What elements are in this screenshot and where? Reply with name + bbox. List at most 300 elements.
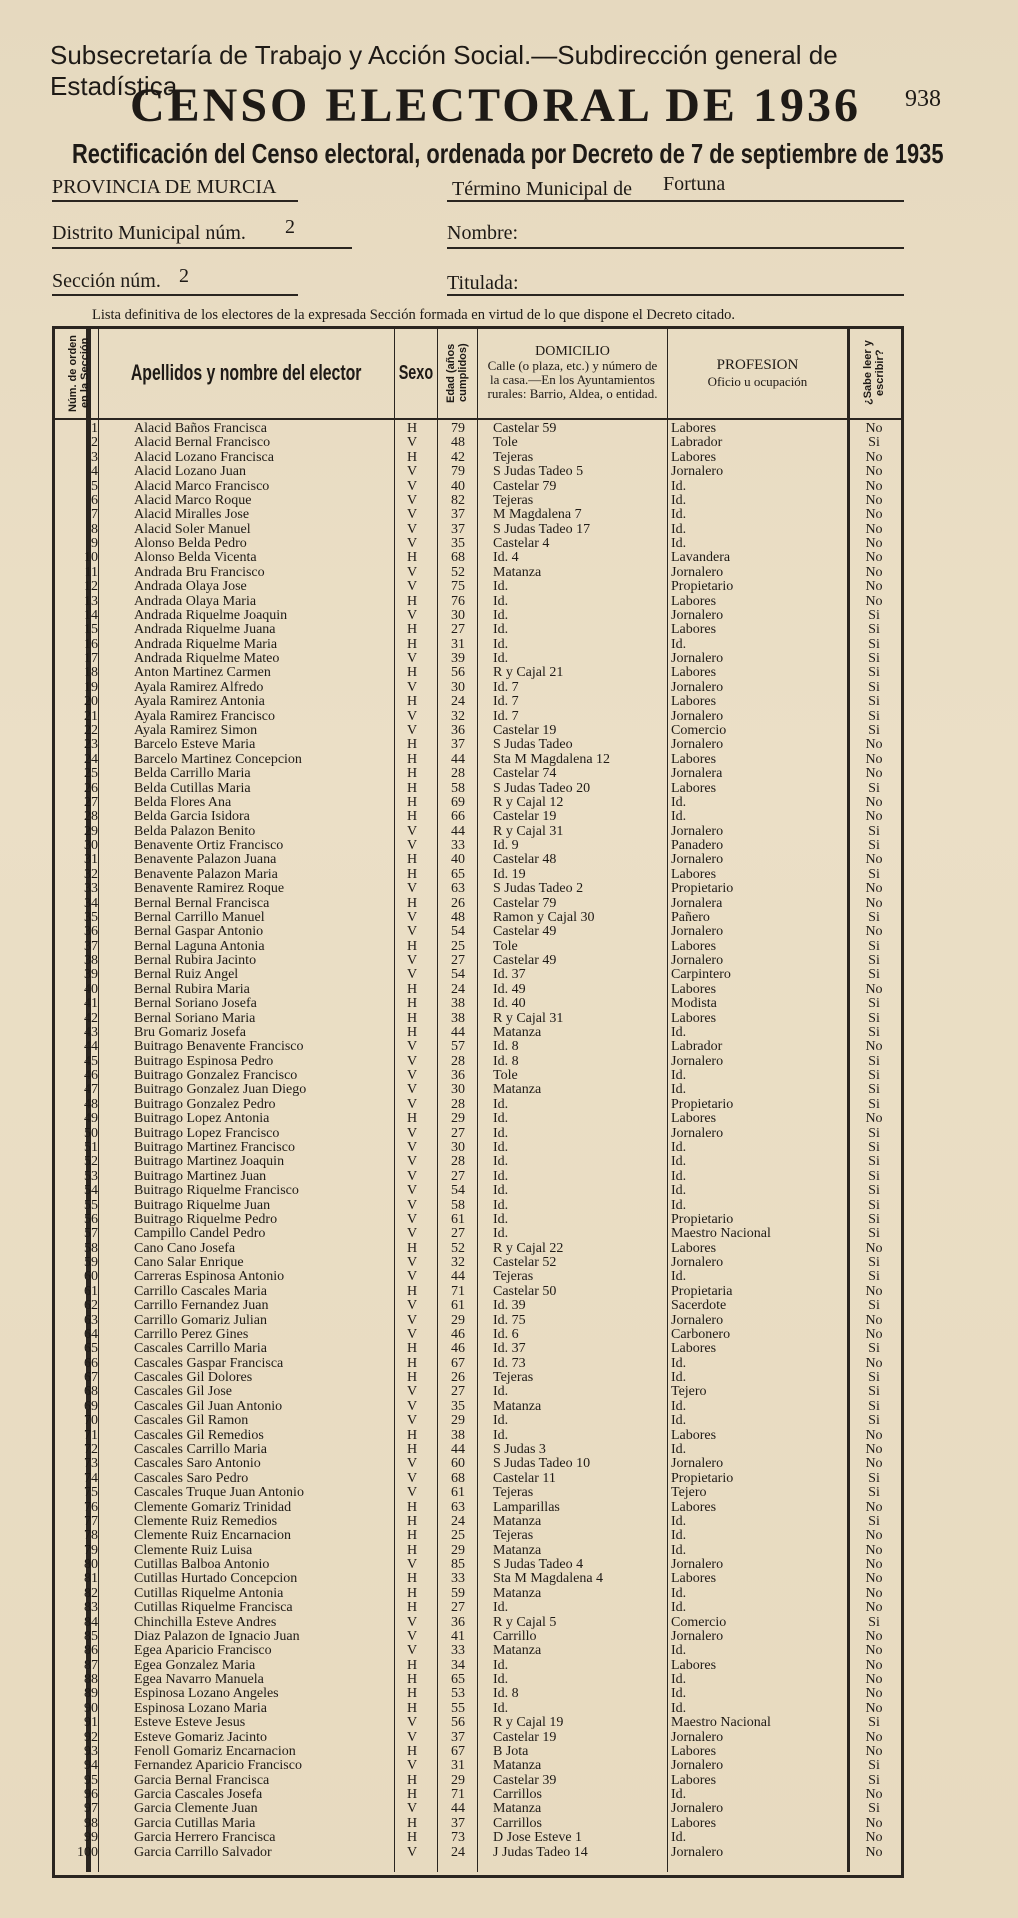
elector-name: Alonso Belda Pedro [134, 536, 247, 552]
elector-name: Andrada Olaya Maria [134, 593, 257, 609]
section-titled-label: Titulada: [447, 272, 519, 294]
elector-age: 85 [451, 1557, 465, 1573]
elector-profession: Labores [671, 622, 717, 638]
order-number: 37 [84, 938, 98, 954]
elector-sex: H [406, 1513, 418, 1529]
elector-sex: V [406, 1125, 418, 1141]
elector-sex: H [406, 1240, 418, 1256]
elector-sex: V [406, 1183, 418, 1199]
order-number: 91 [84, 1715, 98, 1731]
elector-address: Lamparillas [493, 1499, 560, 1515]
order-number: 17 [84, 651, 98, 667]
elector-sex: V [406, 1154, 418, 1170]
elector-address: Id. 7 [493, 708, 519, 724]
elector-address: Id. 40 [493, 996, 526, 1012]
elector-address: Id. 37 [493, 1341, 526, 1357]
elector-address: Id. [493, 1226, 509, 1242]
province-label: PROVINCIA DE MURCIA [52, 176, 277, 198]
elector-sex: H [406, 852, 418, 868]
elector-profession: Labores [671, 780, 717, 796]
elector-name: Buitrago Riquelme Juan [134, 1197, 271, 1213]
elector-name: Espinosa Lozano Angeles [134, 1686, 279, 1702]
elector-age: 54 [451, 924, 465, 940]
elector-literate: Si [868, 1154, 880, 1170]
elector-age: 40 [451, 852, 465, 868]
elector-sex: H [406, 1787, 418, 1803]
order-number: 55 [84, 1197, 98, 1213]
elector-name: Cutillas Riquelme Francisca [134, 1600, 293, 1616]
elector-address: Matanza [493, 1513, 542, 1529]
elector-sex: H [406, 1528, 418, 1544]
order-number: 97 [84, 1801, 98, 1817]
elector-literate: Si [868, 1485, 880, 1501]
municipality-label: Término Municipal de [452, 178, 632, 200]
elector-age: 27 [451, 1600, 465, 1616]
elector-name: Alonso Belda Vicenta [134, 550, 257, 566]
elector-profession: Id. [671, 1413, 687, 1429]
elector-literate: No [865, 1743, 883, 1759]
order-number: 8 [91, 521, 98, 537]
elector-profession: Id. [671, 1700, 687, 1716]
elector-literate: No [865, 794, 883, 810]
elector-address: Id. [493, 1427, 509, 1443]
elector-profession: Labores [671, 1743, 717, 1759]
elector-literate: Si [868, 1053, 880, 1069]
elector-profession: Labores [671, 593, 717, 609]
elector-name: Belda Cutillas Maria [134, 780, 251, 796]
elector-sex: V [406, 924, 418, 940]
elector-sex: V [406, 521, 418, 537]
order-number: 78 [84, 1528, 98, 1544]
order-number: 22 [84, 722, 98, 738]
elector-literate: No [865, 1571, 883, 1587]
elector-age: 35 [451, 536, 465, 552]
section-rule [52, 294, 298, 296]
elector-literate: No [865, 507, 883, 523]
elector-name: Garcia Bernal Francisca [134, 1772, 270, 1788]
elector-literate: Si [868, 909, 880, 925]
elector-literate: Si [868, 722, 880, 738]
elector-sex: V [406, 1413, 418, 1429]
order-number: 12 [84, 579, 98, 595]
elector-profession: Jornalero [671, 1312, 724, 1328]
elector-profession: Jornalero [671, 1758, 724, 1774]
elector-profession: Jornalero [671, 1456, 724, 1472]
elector-literate: Si [868, 622, 880, 638]
elector-address: Id. [493, 1657, 509, 1673]
order-number: 49 [84, 1111, 98, 1127]
elector-sex: V [406, 1312, 418, 1328]
elector-sex: V [406, 579, 418, 595]
elector-literate: No [865, 1628, 883, 1644]
section-label: Sección núm. [52, 270, 161, 292]
elector-name: Ayala Ramirez Francisco [134, 708, 275, 724]
order-number: 52 [84, 1154, 98, 1170]
elector-sex: V [406, 607, 418, 623]
order-number: 5 [91, 478, 98, 494]
elector-name: Cutillas Riquelme Antonia [134, 1585, 284, 1601]
elector-address: Id. 37 [493, 967, 526, 983]
elector-sex: H [406, 1542, 418, 1558]
elector-profession: Tejero [671, 1485, 707, 1501]
elector-literate: No [865, 1499, 883, 1515]
elector-name: Ayala Ramirez Simon [134, 722, 258, 738]
elector-sex: V [406, 967, 418, 983]
elector-age: 48 [451, 435, 465, 451]
elector-literate: Si [868, 1010, 880, 1026]
elector-literate: No [865, 1039, 883, 1055]
elector-sex: H [406, 809, 418, 825]
elector-name: Cascales Gil Dolores [134, 1370, 253, 1386]
elector-literate: No [865, 1657, 883, 1673]
order-number: 29 [84, 823, 98, 839]
order-number: 93 [84, 1743, 98, 1759]
order-number: 90 [84, 1700, 98, 1716]
elector-name: Buitrago Lopez Antonia [134, 1111, 270, 1127]
elector-sex: V [406, 838, 418, 854]
elector-name: Cutillas Hurtado Concepcion [134, 1571, 298, 1587]
elector-age: 36 [451, 1614, 465, 1630]
elector-name: Andrada Bru Francisco [134, 564, 265, 580]
elector-age: 26 [451, 895, 465, 911]
elector-profession: Propietario [671, 881, 734, 897]
elector-age: 38 [451, 996, 465, 1012]
elector-literate: No [865, 1528, 883, 1544]
elector-age: 37 [451, 1729, 465, 1745]
elector-profession: Jornalero [671, 1255, 724, 1271]
elector-age: 44 [451, 1269, 465, 1285]
elector-name: Alacid Bernal Francisco [134, 435, 271, 451]
elector-name: Campillo Candel Pedro [134, 1226, 266, 1242]
elector-address: Matanza [493, 1024, 542, 1040]
elector-profession: Id. [671, 1269, 687, 1285]
elector-literate: Si [868, 1772, 880, 1788]
elector-literate: No [865, 521, 883, 537]
order-number: 27 [84, 794, 98, 810]
elector-address: Matanza [493, 564, 542, 580]
elector-age: 29 [451, 1312, 465, 1328]
order-number: 32 [84, 866, 98, 882]
elector-profession: Id. [671, 1024, 687, 1040]
elector-age: 67 [451, 1355, 465, 1371]
order-number: 2 [91, 435, 98, 451]
elector-name: Carrillo Cascales Maria [134, 1283, 267, 1299]
col-divider [477, 326, 478, 1872]
elector-literate: Si [868, 1269, 880, 1285]
order-number: 18 [84, 665, 98, 681]
elector-age: 34 [451, 1657, 465, 1673]
elector-address: Id. 9 [493, 838, 519, 854]
elector-name: Cascales Saro Pedro [134, 1470, 249, 1486]
elector-sex: H [406, 1441, 418, 1457]
elector-profession: Carbonero [671, 1326, 731, 1342]
elector-address: Castelar 48 [493, 852, 557, 868]
elector-profession: Id. [671, 1068, 687, 1084]
elector-address: Id. 49 [493, 981, 526, 997]
elector-address: Id. 7 [493, 694, 519, 710]
elector-literate: No [865, 1240, 883, 1256]
order-number: 44 [84, 1039, 98, 1055]
elector-name: Buitrago Riquelme Pedro [134, 1211, 278, 1227]
order-number: 67 [84, 1370, 98, 1386]
elector-profession: Jornalera [671, 895, 723, 911]
elector-sex: H [406, 622, 418, 638]
elector-address: Id. [493, 1197, 509, 1213]
order-number: 53 [84, 1168, 98, 1184]
elector-profession: Id. [671, 1370, 687, 1386]
elector-age: 52 [451, 564, 465, 580]
elector-sex: H [406, 1672, 418, 1688]
elector-age: 59 [451, 1585, 465, 1601]
elector-age: 26 [451, 1370, 465, 1386]
elector-name: Garcia Cascales Josefa [134, 1787, 263, 1803]
elector-literate: No [865, 737, 883, 753]
elector-address: Id. [493, 579, 509, 595]
elector-address: D Jose Esteve 1 [493, 1830, 583, 1846]
order-number: 48 [84, 1096, 98, 1112]
elector-profession: Id. [671, 1140, 687, 1155]
order-number: 30 [84, 838, 98, 854]
elector-name: Bernal Rubira Jacinto [134, 953, 257, 969]
elector-age: 33 [451, 1571, 465, 1587]
order-number: 71 [84, 1427, 98, 1443]
elector-age: 39 [451, 651, 465, 667]
elector-literate: No [865, 1815, 883, 1831]
elector-literate: Si [868, 1298, 880, 1314]
elector-profession: Labores [671, 1341, 717, 1357]
elector-profession: Labores [671, 866, 717, 882]
elector-name: Egea Aparicio Francisco [134, 1643, 272, 1659]
elector-name: Cutillas Balboa Antonio [134, 1557, 270, 1573]
elector-profession: Labores [671, 1657, 717, 1673]
elector-age: 29 [451, 1111, 465, 1127]
elector-sex: V [406, 507, 418, 523]
elector-age: 31 [451, 1758, 465, 1774]
elector-literate: No [865, 1542, 883, 1558]
elector-sex: V [406, 1068, 418, 1084]
order-number: 72 [84, 1441, 98, 1457]
elector-age: 66 [451, 809, 465, 825]
elector-sex: H [406, 1283, 418, 1299]
elector-name: Anton Martinez Carmen [134, 665, 271, 681]
elector-address: S Judas Tadeo 17 [493, 521, 591, 537]
elector-address: Castelar 52 [493, 1255, 557, 1271]
elector-address: Tejeras [493, 1485, 534, 1501]
elector-name: Egea Navarro Manuela [134, 1672, 264, 1688]
elector-sex: V [406, 823, 418, 839]
elector-age: 27 [451, 1125, 465, 1141]
order-number: 63 [84, 1312, 98, 1328]
elector-address: Tejeras [493, 1528, 534, 1544]
elector-age: 24 [451, 694, 465, 710]
elector-name: Carrillo Fernandez Juan [134, 1298, 269, 1314]
elector-literate: Si [868, 651, 880, 667]
elector-address: Id. [493, 636, 509, 652]
elector-age: 27 [451, 622, 465, 638]
elector-name: Buitrago Gonzalez Pedro [134, 1096, 276, 1112]
col-divider [847, 326, 850, 1872]
elector-age: 61 [451, 1298, 465, 1314]
order-number: 19 [84, 679, 98, 695]
elector-name: Buitrago Gonzalez Juan Diego [134, 1082, 307, 1098]
elector-age: 29 [451, 1542, 465, 1558]
elector-address: Castelar 74 [493, 766, 557, 782]
elector-name: Cano Salar Enrique [134, 1255, 244, 1271]
elector-sex: H [406, 1657, 418, 1673]
elector-sex: V [406, 1801, 418, 1817]
elector-address: Matanza [493, 1082, 542, 1098]
elector-name: Garcia Clemente Juan [134, 1801, 258, 1817]
order-number: 85 [84, 1628, 98, 1644]
elector-age: 71 [451, 1787, 465, 1803]
col-divider [667, 326, 668, 1872]
elector-sex: H [406, 593, 418, 609]
elector-profession: Id. [671, 1585, 687, 1601]
elector-literate: No [865, 1844, 883, 1860]
elector-profession: Propietario [671, 1470, 734, 1486]
elector-sex: H [406, 794, 418, 810]
elector-address: Id. [493, 1140, 509, 1155]
elector-profession: Labores [671, 1815, 717, 1831]
order-number: 40 [84, 981, 98, 997]
elector-age: 46 [451, 1326, 465, 1342]
elector-age: 44 [451, 1801, 465, 1817]
order-number: 24 [84, 751, 98, 767]
elector-name: Belda Garcia Isidora [134, 809, 250, 825]
order-number: 83 [84, 1600, 98, 1616]
elector-address: Id. [493, 1672, 509, 1688]
elector-age: 35 [451, 1398, 465, 1414]
elector-address: Id. [493, 1096, 509, 1112]
order-number: 13 [84, 593, 98, 609]
elector-literate: Si [868, 636, 880, 652]
elector-sex: H [406, 665, 418, 681]
elector-name: Barcelo Martinez Concepcion [134, 751, 302, 767]
elector-address: R y Cajal 22 [493, 1240, 564, 1256]
elector-name: Alacid Lozano Francisca [134, 449, 274, 465]
elector-literate: Si [868, 1758, 880, 1774]
elector-name: Bernal Carrillo Manuel [134, 909, 265, 925]
elector-literate: No [865, 1326, 883, 1342]
order-number: 7 [91, 507, 98, 523]
elector-age: 54 [451, 1183, 465, 1199]
elector-name: Chinchilla Esteve Andres [134, 1614, 277, 1630]
elector-address: Tejeras [493, 1269, 534, 1285]
elector-profession: Labores [671, 1571, 717, 1587]
elector-age: 27 [451, 1226, 465, 1242]
order-number: 92 [84, 1729, 98, 1745]
elector-address: Id. [493, 651, 509, 667]
elector-profession: Jornalero [671, 1628, 724, 1644]
elector-age: 33 [451, 1643, 465, 1659]
elector-age: 48 [451, 909, 465, 925]
elector-profession: Modista [671, 996, 717, 1012]
elector-name: Benavente Ortiz Francisco [134, 838, 284, 854]
elector-age: 67 [451, 1743, 465, 1759]
order-number: 73 [84, 1456, 98, 1472]
elector-age: 68 [451, 550, 465, 566]
elector-address: S Judas 3 [493, 1441, 546, 1457]
elector-literate: No [865, 1427, 883, 1443]
elector-name: Bernal Ruiz Angel [134, 967, 239, 983]
elector-profession: Jornalero [671, 1844, 724, 1860]
elector-age: 30 [451, 1082, 465, 1098]
elector-age: 61 [451, 1485, 465, 1501]
elector-name: Esteve Gomariz Jacinto [134, 1729, 267, 1745]
elector-sex: H [406, 938, 418, 954]
elector-sex: H [406, 1111, 418, 1127]
elector-age: 75 [451, 579, 465, 595]
elector-sex: V [406, 1255, 418, 1271]
elector-profession: Id. [671, 1643, 687, 1659]
elector-name: Clemente Ruiz Luisa [134, 1542, 253, 1558]
elector-name: Cascales Carrillo Maria [134, 1441, 267, 1457]
col-divider [394, 326, 395, 1872]
order-number: 82 [84, 1585, 98, 1601]
elector-profession: Id. [671, 521, 687, 537]
elector-profession: Comercio [671, 1614, 727, 1630]
elector-literate: No [865, 924, 883, 940]
elector-age: 73 [451, 1830, 465, 1846]
order-number: 16 [84, 636, 98, 652]
elector-age: 29 [451, 1772, 465, 1788]
elector-age: 27 [451, 953, 465, 969]
elector-profession: Pañero [671, 909, 710, 925]
elector-name: Cascales Truque Juan Antonio [134, 1485, 304, 1501]
elector-address: Tole [493, 938, 518, 954]
elector-profession: Id. [671, 1355, 687, 1371]
elector-sex: V [406, 1398, 418, 1414]
elector-profession: Maestro Nacional [671, 1715, 771, 1731]
elector-profession: Labrador [671, 435, 723, 451]
order-number: 87 [84, 1657, 98, 1673]
elector-profession: Maestro Nacional [671, 1226, 771, 1242]
elector-profession: Comercio [671, 722, 727, 738]
elector-name: Ayala Ramirez Antonia [134, 694, 265, 710]
elector-address: Carrillos [493, 1787, 542, 1803]
elector-age: 57 [451, 1039, 465, 1055]
elector-profession: Id. [671, 1197, 687, 1213]
elector-profession: Labores [671, 1499, 717, 1515]
col-divider [98, 326, 99, 1872]
elector-literate: Si [868, 838, 880, 854]
elector-literate: Si [868, 780, 880, 796]
electors-table [52, 326, 902, 1874]
elector-literate: No [865, 579, 883, 595]
elector-literate: No [865, 1672, 883, 1688]
elector-literate: Si [868, 1140, 880, 1155]
elector-sex: V [406, 909, 418, 925]
elector-age: 29 [451, 1413, 465, 1429]
elector-address: Castelar 49 [493, 953, 557, 969]
elector-literate: No [865, 1643, 883, 1659]
elector-address: Id. 4 [493, 550, 519, 566]
elector-literate: No [865, 1441, 883, 1457]
elector-age: 41 [451, 1628, 465, 1644]
elector-literate: No [865, 593, 883, 609]
elector-age: 27 [451, 1384, 465, 1400]
order-number: 68 [84, 1384, 98, 1400]
elector-name: Ayala Ramirez Alfredo [134, 679, 264, 695]
elector-literate: Si [868, 823, 880, 839]
elector-address: Id. [493, 1183, 509, 1199]
elector-name: Buitrago Martinez Juan [134, 1168, 267, 1184]
elector-sex: H [406, 981, 418, 997]
elector-profession: Labores [671, 694, 717, 710]
elector-sex: V [406, 1211, 418, 1227]
order-number: 54 [84, 1183, 98, 1199]
literate-column-header: ¿Sabe leer y escribir? [862, 340, 886, 406]
